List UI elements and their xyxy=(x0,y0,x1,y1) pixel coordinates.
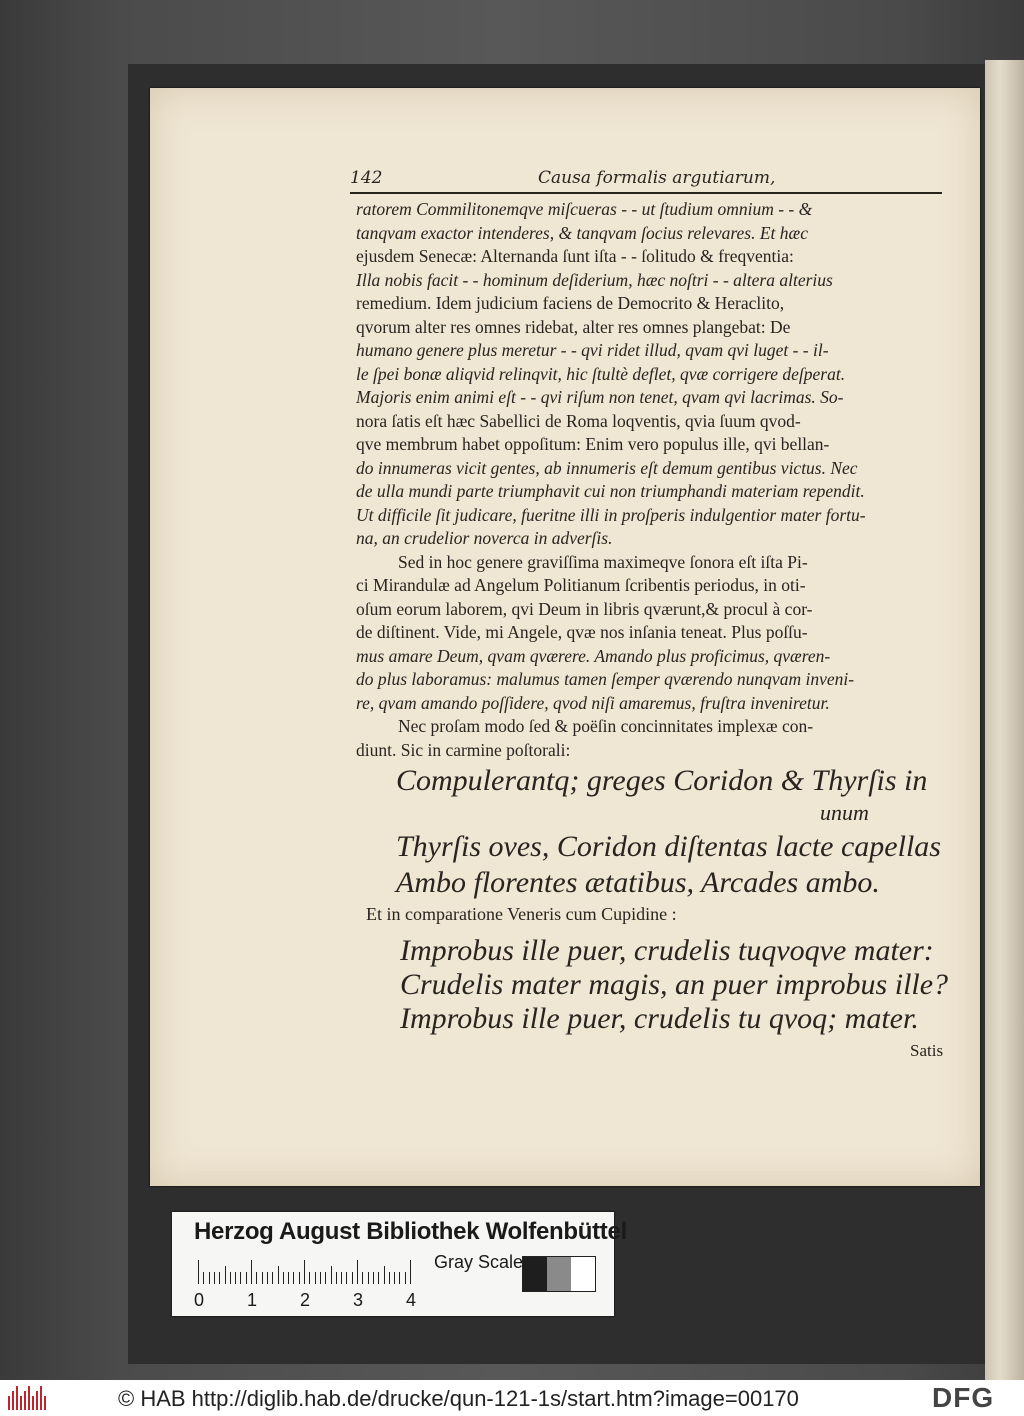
text-line: oſum eorum laborem, qvi Deum in libris qværunt,& procul à cor- xyxy=(356,598,813,619)
ruler-labels xyxy=(194,1290,434,1312)
header-rule xyxy=(350,192,942,194)
ruler-tick xyxy=(352,1272,353,1284)
gray-swatch xyxy=(523,1257,547,1291)
text-line: do plus laboramus: malumus tamen ſemper qværendo nunqvam inveni- xyxy=(356,669,855,689)
text-line: Illa nobis facit - - hominum deſiderium, hæc noſtri - - altera alterius xyxy=(356,269,833,290)
text-line: Ut difficile ſit judicare, fueritne illi in proſperis indulgentior mater fortu- xyxy=(356,504,866,525)
ruler-tick xyxy=(262,1272,263,1284)
ruler-tick xyxy=(309,1272,310,1284)
ruler-tick xyxy=(399,1272,400,1284)
ruler-tick xyxy=(357,1260,358,1284)
text-line: do innumeras vicit gentes, ab innumeris eſt demum gentibus victus. Nec xyxy=(356,457,858,478)
text-line: ratorem Commilitonemqve miſcueras - - ut ſtudium omnium - - & xyxy=(356,199,813,219)
ruler-tick xyxy=(394,1272,395,1284)
verse-line: Ambo florentes ætatibus, Arcades ambo. xyxy=(396,866,880,899)
ruler-tick xyxy=(325,1272,326,1284)
copyright-url[interactable]: © HAB http://diglib.hab.de/drucke/qun-121-1s/start.htm?image=00170 xyxy=(118,1386,799,1411)
verse-line: Thyrſis oves, Coridon diſtentas lacte capellas xyxy=(396,830,941,863)
ruler-tick xyxy=(219,1272,220,1284)
logo-bar xyxy=(44,1396,46,1410)
page-header xyxy=(350,168,970,190)
ruler-tick xyxy=(299,1272,300,1284)
ruler-tick xyxy=(293,1272,294,1284)
ruler-tick xyxy=(410,1260,411,1284)
ruler-tick xyxy=(341,1272,342,1284)
ruler-tick xyxy=(198,1260,199,1284)
text-line: re, qvam amando poſſidere, qvod niſi amaremus, fruſtra inveniretur. xyxy=(356,692,830,713)
hab-logo-icon xyxy=(8,1386,48,1410)
logo-bar xyxy=(36,1391,38,1410)
text-line: de ulla mundi parte triumphavit cui non triumphandi materiam rependit. xyxy=(356,481,865,501)
text-line: ci Mirandulæ ad Angelum Politianum ſcribentis periodus, in oti- xyxy=(356,575,806,595)
logo-bar xyxy=(28,1386,30,1410)
ruler-tick xyxy=(203,1272,204,1284)
verse-line: Crudelis mater magis, an puer improbus ille? xyxy=(400,968,949,1001)
running-head: Causa formalis argutiarum, xyxy=(538,168,776,188)
text-line: mus amare Deum, qvam qværere. Amando plus proficimus, qværen- xyxy=(356,645,831,666)
ruler-tick xyxy=(336,1272,337,1284)
text-line: remedium. Idem judicium faciens de Democrito & Heraclito, xyxy=(356,293,785,313)
ruler-tick xyxy=(230,1272,231,1284)
logo-bar xyxy=(20,1396,22,1410)
text-line: na, an crudelior noverca in adverſis. xyxy=(356,528,613,548)
ruler-tick xyxy=(368,1272,369,1284)
logo-bar xyxy=(40,1386,42,1410)
ruler-tick xyxy=(272,1272,273,1284)
ruler-label: 3 xyxy=(353,1290,364,1310)
ruler-tick xyxy=(346,1272,347,1284)
ruler-tick xyxy=(405,1272,406,1284)
ruler-tick xyxy=(225,1266,226,1284)
verse-line: Compulerantq; greges Coridon & Thyrſis in xyxy=(396,764,928,797)
text-line: tanqvam exactor intenderes, & tanqvam ſocius relevares. Et hæc xyxy=(356,222,808,243)
text-line: diunt. Sic in carmine poſtorali: xyxy=(356,739,571,760)
ruler-tick xyxy=(267,1272,268,1284)
ruler-label: 2 xyxy=(300,1290,311,1310)
ruler-tick xyxy=(278,1266,279,1284)
library-color-card xyxy=(172,1212,627,1316)
ruler-tick xyxy=(389,1272,390,1284)
logo-bar xyxy=(32,1396,34,1410)
text-line: humano genere plus meretur - - qvi ridet illud, qvam qvi luget - - il- xyxy=(356,340,829,360)
ruler-label: 4 xyxy=(406,1290,417,1310)
ruler-tick xyxy=(384,1266,385,1284)
ruler-tick xyxy=(251,1260,252,1284)
text-line: qve membrum habet oppoſitum: Enim vero populus ille, qvi bellan- xyxy=(356,434,830,454)
text-line: le ſpei bonæ aliqvid relinqvit, hic ſtultè deflet, qvæ corrigere deſperat. xyxy=(356,363,846,384)
ruler-tick xyxy=(209,1272,210,1284)
text-line: Majoris enim animi eſt - - qvi riſum non tenet, qvam qvi lacrimas. So- xyxy=(356,387,844,407)
ruler-tick xyxy=(235,1272,236,1284)
logo-bar xyxy=(12,1391,14,1410)
ruler-tick xyxy=(320,1272,321,1284)
ruler-tick xyxy=(315,1272,316,1284)
ruler-tick xyxy=(246,1272,247,1284)
text-line: qvorum alter res omnes ridebat, alter res omnes plangebat: De xyxy=(356,316,791,337)
logo-bar xyxy=(16,1386,18,1410)
ruler-tick xyxy=(304,1260,305,1284)
text-line: Nec proſam modo ſed & poëſin concinnitates implexæ con- xyxy=(398,716,814,736)
ruler-label: 0 xyxy=(194,1290,205,1310)
ruler-tick xyxy=(256,1272,257,1284)
dfg-logo: DFG xyxy=(932,1382,995,1413)
comparison-line: Et in comparatione Veneris cum Cupidine : xyxy=(366,904,677,924)
verse-line: Improbus ille puer, crudelis tu qvoq; mater. xyxy=(400,1002,919,1035)
body-text xyxy=(356,198,952,762)
measurement-ruler xyxy=(198,1260,416,1284)
ruler-label: 1 xyxy=(247,1290,258,1310)
text-line: ejusdem Senecæ: Alternanda ſunt iſta - - ſolitudo & freqventia: xyxy=(356,246,794,266)
gray-scale-label: Gray Scale xyxy=(434,1252,524,1272)
adjacent-page-edge xyxy=(985,60,1024,1380)
text-line: nora ſatis eſt hæc Sabellici de Roma loqventis, qvia ſuum qvod- xyxy=(356,410,801,431)
ruler-tick xyxy=(240,1272,241,1284)
verse-line: Improbus ille puer, crudelis tuqvoqve mater: xyxy=(400,934,934,967)
verse-line-tail: unum xyxy=(820,800,869,825)
gray-swatch xyxy=(571,1257,595,1291)
logo-bar xyxy=(8,1396,10,1410)
page-number: 142 xyxy=(350,168,383,188)
footer-bar xyxy=(0,1380,1024,1416)
gray-scale-swatch xyxy=(522,1256,596,1292)
ruler-tick xyxy=(373,1272,374,1284)
gray-swatch xyxy=(547,1257,571,1291)
ruler-tick xyxy=(283,1272,284,1284)
ruler-tick xyxy=(288,1272,289,1284)
text-line: de diſtinent. Vide, mi Angele, qvæ nos inſania teneat. Plus poſſu- xyxy=(356,622,808,642)
text-line: Sed in hoc genere graviſſima maximeqve ſonora eſt iſta Pi- xyxy=(398,551,808,572)
ruler-tick xyxy=(378,1272,379,1284)
library-name: Herzog August Bibliothek Wolfenbüttel xyxy=(194,1218,627,1245)
ruler-tick xyxy=(214,1272,215,1284)
logo-bar xyxy=(24,1391,26,1410)
ruler-tick xyxy=(362,1272,363,1284)
ruler-tick xyxy=(331,1266,332,1284)
catchword: Satis xyxy=(910,1041,944,1060)
